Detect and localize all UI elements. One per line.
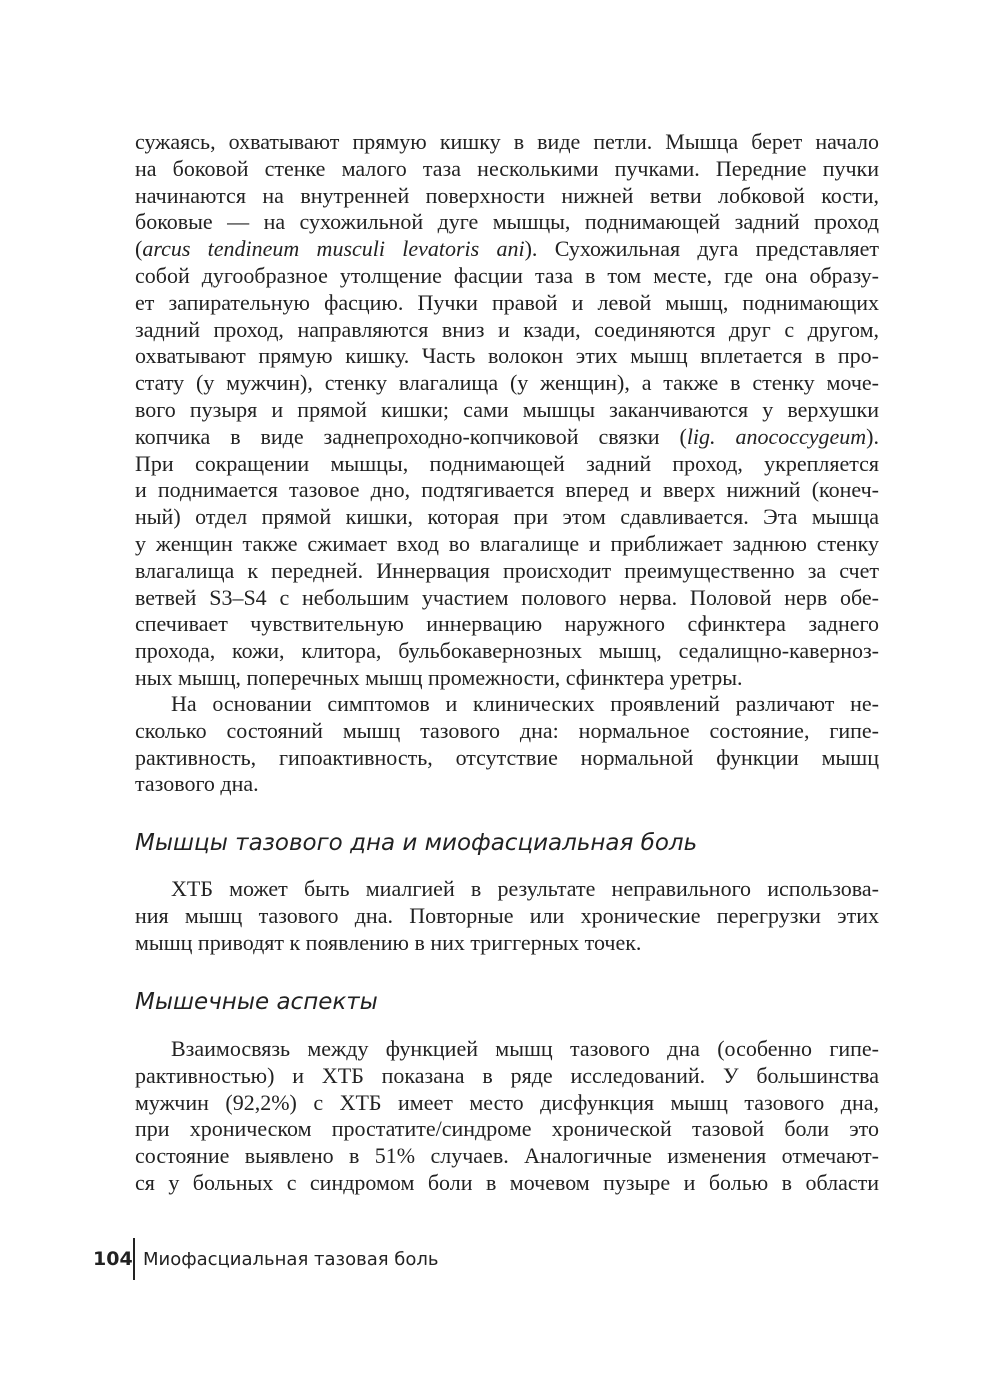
text-line: у женщин также сжимает вход во влагалище и приближает заднюю стенку	[135, 530, 879, 556]
text-line: ся у больных с синдромом боли в мочевом пузыре и болью в области	[135, 1169, 879, 1195]
text-run: ). Сухожильная дуга представляет	[524, 236, 879, 262]
text-line: состояние выявлено в 51% случаев. Аналогичные изменения отмечают-	[135, 1143, 879, 1169]
text-line: боковые — на сухожильной дуге мышцы, поднимающей задний проход	[135, 209, 879, 235]
text-line: и поднимается тазовое дно, подтягивается вперед и вверх нижний (конеч-	[135, 477, 879, 503]
paragraph-continued	[135, 129, 879, 692]
text-line: охватывают прямую кишку. Часть волокон этих мышц вплетается в про-	[135, 343, 879, 369]
section-heading: Мышечные аспекты	[135, 989, 378, 1015]
text-line: при хроническом простатите/синдроме хронической тазовой боли это	[135, 1116, 879, 1142]
paragraph	[135, 1036, 879, 1197]
text-line: мышц приводят к появлению в них триггерных точек.	[135, 929, 642, 955]
paragraph	[135, 691, 879, 798]
section-heading: Мышцы тазового дна и миофасциальная боль	[135, 830, 698, 856]
text-line: рактивность, гипоактивность, отсутствие нормальной функции мышц	[135, 744, 879, 770]
text-line: мужчин (92,2%) с ХТБ имеет место дисфункция мышц тазового дна,	[135, 1089, 879, 1115]
text-run: ).	[866, 423, 879, 449]
text-line: собой дугообразное утолщение фасции таза в том месте, где она образу-	[135, 262, 879, 288]
text-line: ния мышц тазового дна. Повторные или хронические перегрузки этих	[135, 902, 879, 928]
text-line: ХТБ может быть миалгией в результате неправильного использова-	[171, 876, 879, 901]
footer-divider	[133, 1238, 135, 1280]
text-line: задний проход, направляются вниз и кзади, соединяются друг с другом,	[135, 316, 879, 342]
text-line: сужаясь, охватывают прямую кишку в виде петли. Мышца берет начало	[135, 129, 879, 154]
text-line: ных мышц, поперечных мышц промежности, сфинктера уретры.	[135, 664, 743, 690]
text-line: прохода, кожи, клитора, бульбокавернозных мышц, седалищно-кавернoз-	[135, 638, 879, 664]
text-line: вого пузыря и прямой кишки; сами мышцы заканчиваются у верхушки	[135, 396, 879, 422]
text-line: ветвей S3–S4 с небольшим участием полового нерва. Половой нерв обе-	[135, 584, 879, 610]
latin-term: lig. anococcygeum	[686, 423, 867, 449]
text-line: тазового дна.	[135, 771, 259, 797]
text-line: спечивает чувствительную иннервацию наружного сфинктера заднего	[135, 611, 879, 637]
text-line	[135, 424, 879, 451]
latin-term: arcus tendineum musculi levatoris ani	[142, 236, 525, 262]
text-line: На основании симптомов и клинических проявлений различают не-	[171, 691, 879, 716]
text-line: Взаимосвязь между функцией мышц тазового дна (особенно гипе-	[171, 1036, 879, 1061]
text-line: рактивностью) и ХТБ показана в ряде исследований. У большинства	[135, 1062, 879, 1088]
page-number: 104	[93, 1248, 133, 1270]
text-line: стату (у мужчин), стенку влагалища (у женщин), а также в стенку моче-	[135, 370, 879, 396]
text-line	[135, 236, 879, 263]
text-line: на боковой стенке малого таза несколькими пучками. Передние пучки	[135, 155, 879, 181]
text-line: влагалища к передней. Иннервация происходит преимущественно за счет	[135, 557, 879, 583]
text-line: сколько состояний мышц тазового дна: нормальное состояние, гипе-	[135, 717, 879, 743]
text-line: ет запирательную фасцию. Пучки правой и левой мышц, поднимающих	[135, 289, 879, 315]
text-line: начинаются на внутренней поверхности нижней ветви лобковой кости,	[135, 182, 879, 208]
text-run: копчика в виде заднепроходно-копчиковой связки (	[135, 423, 687, 449]
running-title: Миофасциальная тазовая боль	[143, 1248, 439, 1270]
text-line: При сокращении мышцы, поднимающей задний проход, укрепляется	[135, 450, 879, 476]
text-line: ный) отдел прямой кишки, которая при этом сдавливается. Эта мышца	[135, 504, 879, 530]
paragraph	[135, 876, 879, 956]
page-footer	[93, 1238, 439, 1280]
text-run: (	[135, 236, 143, 262]
